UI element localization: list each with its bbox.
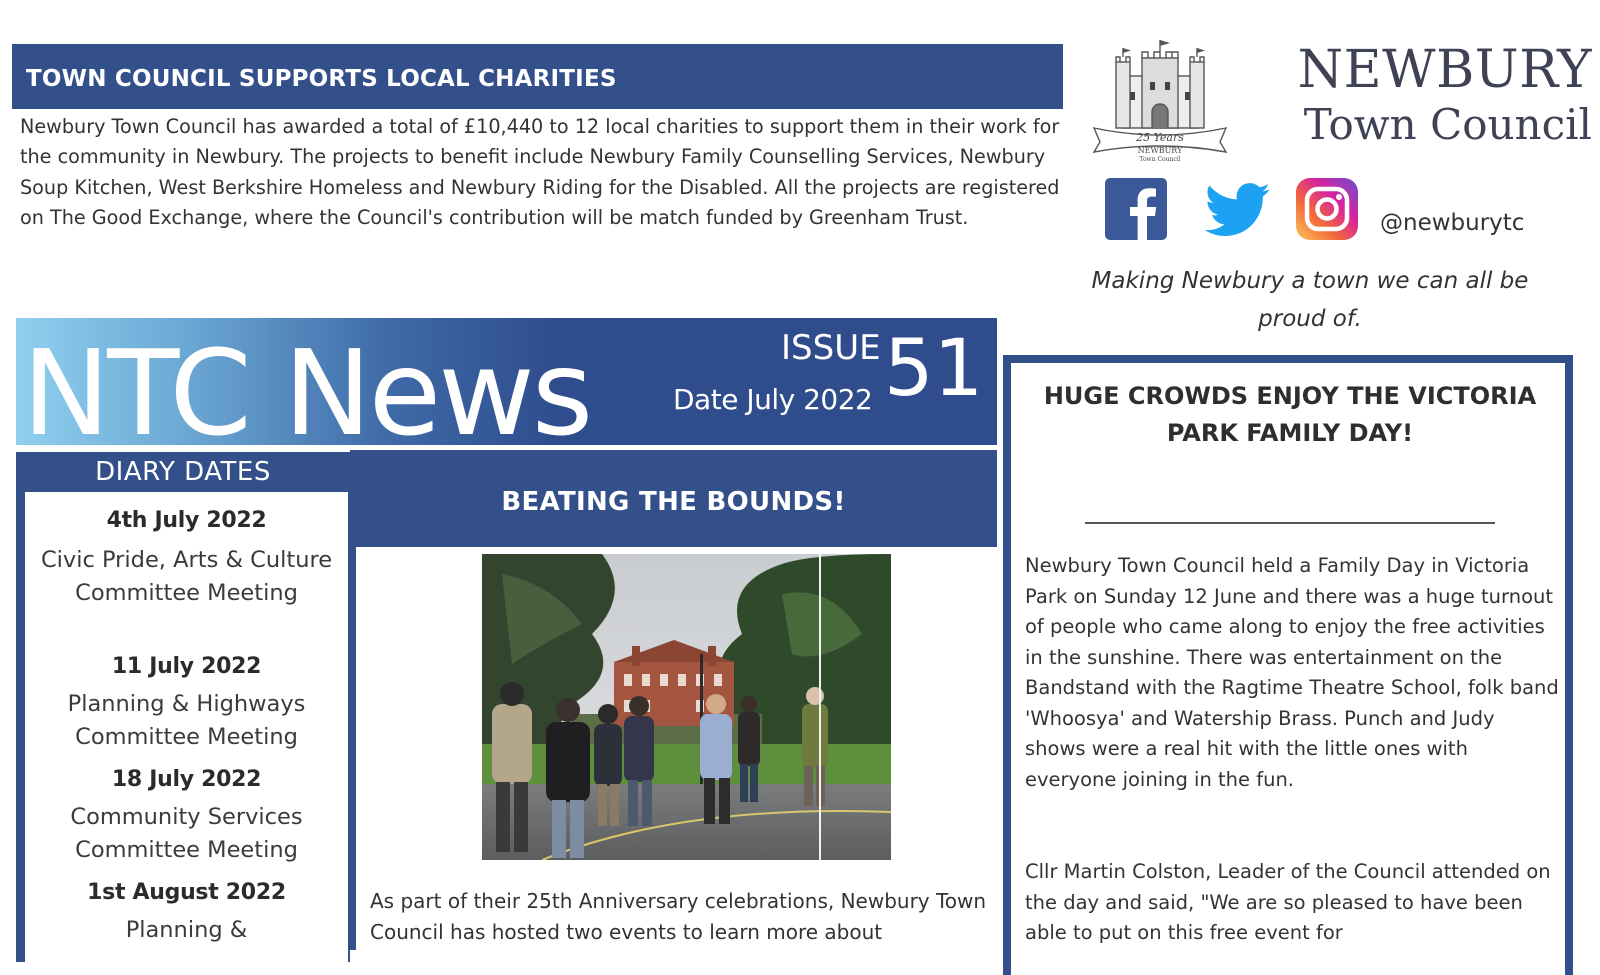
charity-banner xyxy=(12,44,1063,109)
diary-entry-date: 18 July 2022 xyxy=(111,767,262,792)
logo-wordmark-newbury: NEWBURY xyxy=(1297,40,1592,100)
diary-dates-list xyxy=(25,492,348,962)
diary-entry-date: 1st August 2022 xyxy=(87,880,286,905)
logo-wordmark-town-council: Town Council xyxy=(1303,100,1592,149)
column-divider xyxy=(350,547,356,950)
family-day-divider xyxy=(1085,522,1495,524)
council-crest-logo xyxy=(1090,36,1230,164)
crest-council-text: Town Council xyxy=(1139,156,1181,163)
newsletter-masthead xyxy=(16,318,997,445)
council-tagline: Making Newbury a town we can all be proud of. xyxy=(1091,268,1529,332)
masthead-title: NTC News xyxy=(22,324,591,445)
beating-bounds-heading: BEATING THE BOUNDS! xyxy=(501,487,846,517)
social-handle[interactable]: @newburytc xyxy=(1380,210,1525,236)
beating-bounds-article-text: As part of their 25th Anniversary celebrations, Newbury Town Council has hosted two events to learn more about xyxy=(370,889,987,944)
family-day-heading: HUGE CROWDS ENJOY THE VICTORIA PARK FAMILY DAY! xyxy=(1043,382,1537,447)
family-day-paragraph: Cllr Martin Colston, Leader of the Council attended on the day and said, "We are so pleased to have been able to put on this free event for xyxy=(1025,860,1551,944)
crest-name-text: NEWBURY xyxy=(1137,146,1183,155)
charity-article-text: Newbury Town Council has awarded a total of £10,440 to 12 local charities to support them in their work for the community in Newbury. The projects to benefit include Newbury Family Counselling Services, Newbury Soup Kitchen, West Berkshire Homeless and Newbury Riding for the Disabled. All the projects are registered on The Good Exchange, where the Council's contribution will be match funded by Greenham Trust. xyxy=(20,115,1060,230)
issue-date: Date July 2022 xyxy=(673,383,873,416)
issue-label: ISSUE xyxy=(781,328,881,368)
charity-heading: TOWN COUNCIL SUPPORTS LOCAL CHARITIES xyxy=(26,65,617,92)
diary-entry-description: Planning & Highways Committee Meeting xyxy=(67,691,306,750)
twitter-icon[interactable] xyxy=(1205,176,1271,242)
beating-bounds-photo xyxy=(482,554,891,860)
diary-entry-date: 4th July 2022 xyxy=(106,508,267,533)
diary-entry-date: 11 July 2022 xyxy=(111,654,262,679)
diary-entry-description: Community Services Committee Meeting xyxy=(70,804,303,863)
diary-dates-heading: DIARY DATES xyxy=(95,457,271,487)
facebook-icon[interactable] xyxy=(1105,178,1167,240)
issue-number: 51 xyxy=(884,324,984,414)
diary-entry-description: Civic Pride, Arts & Culture Committee Meeting xyxy=(40,547,333,606)
family-day-paragraph: Newbury Town Council held a Family Day in Victoria Park on Sunday 12 June and there was a huge turnout of people who came along to enjoy the free activities in the sunshine. There was entertainment on the Bandstand with the Ragtime Theatre School, folk band 'Whoosya' and Watership Brass. Punch and Judy shows were a real hit with the little ones with everyone joining in the fun. xyxy=(1025,554,1559,791)
diary-entry-description: Planning & xyxy=(125,917,248,943)
instagram-icon[interactable] xyxy=(1296,178,1358,240)
crest-years-text: 25 Years xyxy=(1136,131,1184,144)
